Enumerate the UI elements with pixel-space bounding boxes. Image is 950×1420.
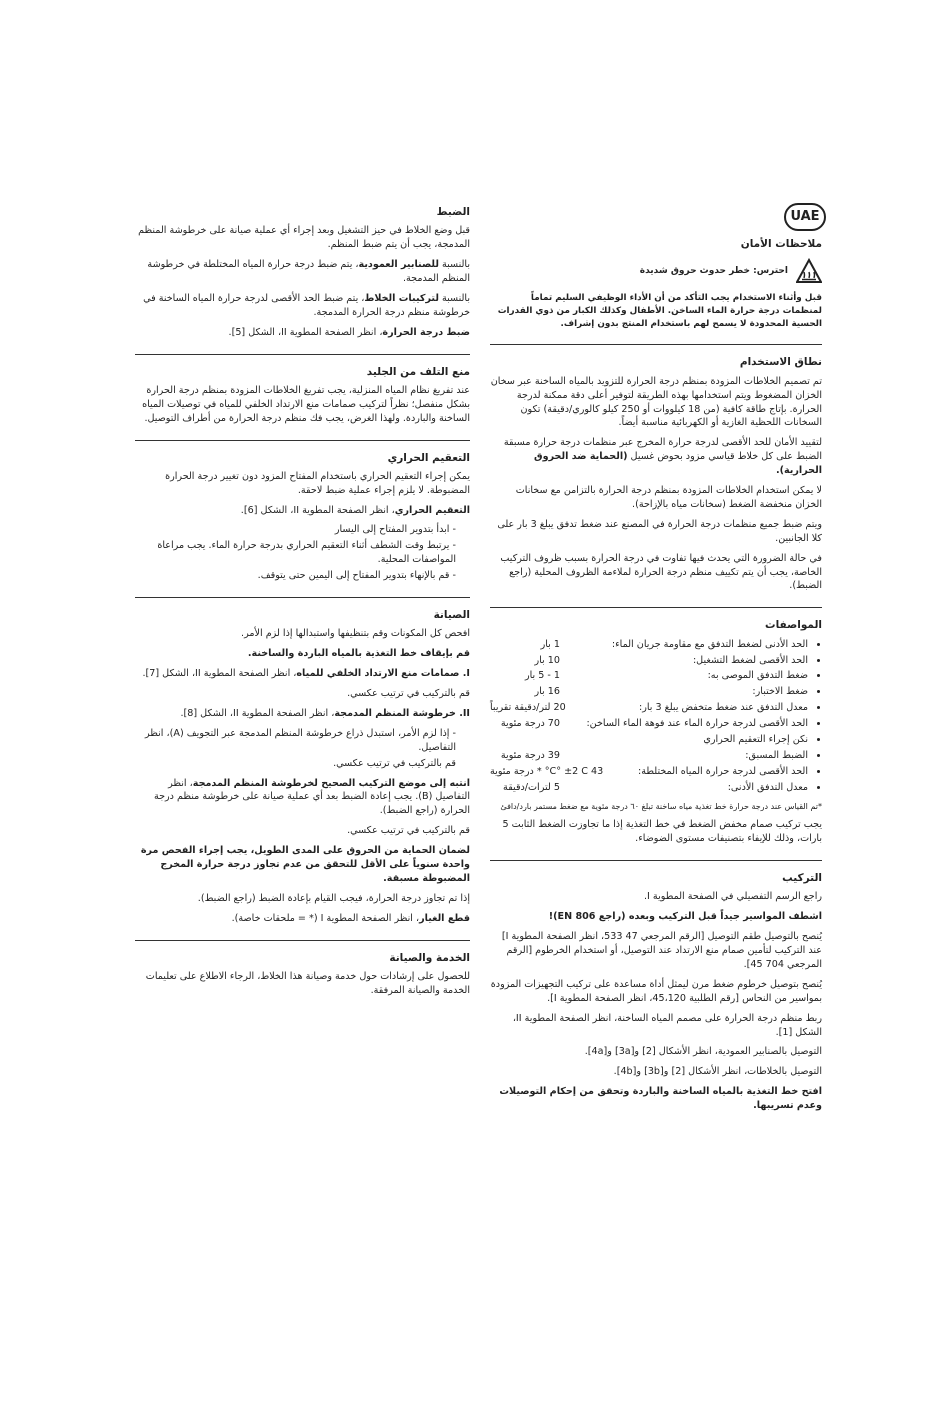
install-paragraph-8: افتح خط التغذية بالمياه الساخنة والباردة وتحقق من إحكام التوصيلات وعدم تسريبها. [499, 1086, 822, 1112]
adjust-heading: الضبط [436, 206, 470, 218]
divider [135, 597, 470, 598]
maint-item-text: إذا لزم الأمر، استبدل ذراع خرطوشة المنظم المدمجة عبر التجويف (A)، انظر التفاصيل. [144, 727, 456, 753]
service-paragraph: للحصول على إرشادات حول خدمة وصيانة هذا الخلاط، الرجاء الاطلاع على تعليمات الخدمة والصيانة المرفقة. [145, 970, 470, 996]
adjust-paragraph-4 [135, 326, 470, 340]
adjust-p2-b: للصنابير العمودية [358, 259, 439, 271]
freeze-paragraph: عند تفريغ نظام المياه المنزلية، يجب تفريغ الخلاطات المزودة بمنظم درجة الحرارة بشكل منفصل؛ نظراً لتركيب صمامات منع الارتداد الخلفي للمياه في توصيلات المياه الساخنة والباردة. ولهذا الغرض، يجب فك منظم درجة الحرارة من أطراف التوصيل. [142, 384, 470, 424]
divider [135, 440, 470, 441]
spec-label: • الحد الأقصى لدرجة حرارة المياه المختلطة: [638, 765, 808, 777]
sterile-item: - يرتبط وقت الشطف أثناء التعقيم الحراري بدرجة حرارة الماء. يجب مراعاة المواصفات المحلية. [157, 540, 456, 566]
scope-paragraph-4: ويتم ضبط جميع منظمات درجة الحرارة في المصنع عند ضغط تدفق يبلغ 3 بار على كلا الجانبين. [497, 518, 822, 544]
divider [135, 354, 470, 355]
maint-paragraph-8: لضمان الحماية من الحروق على المدى الطويل، يجب إجراء الفحص مرة واحدة سنوياً على الأقل للتحقق من عدم تجاوز درجة حرارة المخرج المضبوطة مسبقة. [140, 845, 470, 884]
maint-paragraph-5 [135, 707, 470, 721]
spec-label: • نكن إجراء التعقيم الحراري [703, 734, 808, 746]
spec-item [490, 733, 808, 747]
divider [490, 860, 822, 861]
maint-p5-b: ، انظر الصفحة المطوية II، الشكل [8]. [180, 707, 335, 719]
right-column [490, 205, 822, 1119]
specs-paragraph: يجب تركيب صمام مخفض الضغط في خط التغذية إذا ما تجاوزت الضغط الثابت 5 بارات، وذلك للإيفاء بتصنيفات مستوى الضوضاء. [502, 819, 822, 845]
install-paragraph-6: التوصيل بالصنابير العمودية، انظر الأشكال [2] و[3a] و[4a]. [584, 1046, 822, 1058]
spec-item [490, 654, 808, 668]
spec-value [490, 733, 560, 747]
spec-value: 70 درجة مئوية [500, 718, 560, 730]
country-badge: UAE [784, 203, 826, 231]
maint-p10-b: ، انظر الصفحة المطوية I (* = ملحقات خاصة). [231, 912, 420, 924]
safety-heading: ملاحظات الأمان [740, 238, 822, 250]
divider [490, 607, 822, 608]
spec-item [490, 765, 808, 779]
maint-paragraph-6 [135, 777, 470, 819]
sterile-p2-b: ، انظر الصفحة المطوية II، الشكل [6]. [240, 504, 395, 516]
spec-label: • معدل التدفق عند ضغط متخفض يبلغ 3 بار: [638, 702, 808, 714]
adjust-p3-b: لتركيبات الخلاط [364, 292, 439, 304]
adjust-p2-c: ، يتم ضبط درجة حرارة المياه المختلطة في خرطوشة المنظم المدمجة. [147, 259, 470, 284]
divider [490, 344, 822, 345]
scope-heading: نطاق الاستخدام [739, 356, 822, 369]
sterile-item-text: قم بالإنهاء بتدوير المفتاح إلى اليمين حتى يتوقف. [257, 570, 450, 582]
spec-label: • معدل التدفق الأدنى: [727, 781, 808, 793]
adjust-p4-a: ضبط درجة الحرارة [382, 326, 470, 338]
spec-label: • الضبط المسبق: [745, 749, 808, 761]
scope-p2-text: لتقييد الأمان للحد الأقصى لدرجة حرارة المخرج عبر منظمات درجة حرارة مسبقة الضبط على كل خلاط قياسي مزود بحوض غسيل [503, 437, 822, 463]
maint-paragraph-9: إذا تم تجاوز درجة الحرارة، فيجب القيام بإعادة الضبط (راجع الضبط). [197, 892, 470, 904]
maint-p3-a: I. صمامات منع الارتداد الخلفي للمياه [296, 668, 470, 680]
specs-note: *تم القياس عند درجة حرارة خط تغذية مياه ساخنة تبلغ ٦٠ درجة مئوية مع ضغط مستمر بارد/دافئ [500, 801, 822, 811]
spec-item [490, 781, 808, 795]
install-paragraph-5: ربط منظم درجة الحرارة على مصمم المياه الساخنة، انظر الصفحة المطوية II، الشكل [1]. [512, 1012, 822, 1038]
sterile-item: - ابدأ بتدوير المفتاح إلى اليسار [334, 524, 456, 536]
sterile-list [135, 523, 456, 583]
service-heading: الخدمة والصيانة [389, 951, 470, 964]
freeze-heading: منع التلف من الجليد [366, 365, 470, 378]
adjust-p2-a: بالنسبة [438, 259, 470, 271]
spec-item [490, 638, 808, 652]
sterile-heading: التعقيم الحراري [387, 451, 470, 464]
install-paragraph-1: راجع الرسم التفصيلي في الصفحة المطوية I. [643, 891, 822, 903]
spec-value: 43 C° ±2 C° * درجة مئوية [490, 765, 604, 777]
sterile-paragraph-1: يمكن إجراء التعقيم الحراري باستخدام المفتاح المزود دون تغيير درجة الحرارة المضبوطة. لا يلزم إجراء عملية ضبط لاحقة. [165, 470, 470, 496]
maint-paragraph-4: قم بالتركيب في ترتيب عكسي. [347, 688, 470, 699]
scope-p2-bold: (الحماية ضد الحروق الحرارية). [534, 451, 822, 477]
install-paragraph-7: التوصيل بالخلاطات، انظر الأشكال [2] و[3b] و[4b]. [613, 1066, 822, 1078]
spec-value: 20 لتر/دقيقة تقريباً [490, 702, 566, 714]
spec-label: • الحد الأقصى لضغط التشغيل: [692, 654, 808, 666]
specs-heading: المواصفات [765, 619, 822, 632]
maint-item [135, 757, 456, 771]
spec-item [490, 669, 808, 683]
scope-paragraph-1: تم تصميم الخلاطات المزودة بمنظم درجة الحرارة للتزويد بالمياه الساخنة عبر سخان الخزان المضغوط ويتم استخدامها بهذه الطريقة لتوفير أعلى دقة ممكنة لدرجة الحرارة. بإتاج طاقة كافية (من 18 كيلووات أو 250 كيلو كالوري/دقيقة) تكون السخانات اللحظية الغازية أو الكهربائية مناسبة أيضاً. [490, 375, 822, 429]
maint-p3-b: ، انظر الصفحة المطوية II، الشكل [7]. [142, 668, 297, 680]
spec-item [490, 749, 808, 763]
spec-item [490, 701, 808, 715]
safety-text: قبل وأثناء الاستخدام يجب التأكد من أن الأداء الوظيفي السليم تماماً لمنظمات درجة حرارة الماء الساخن. الأطفال وكذلك الكبار من ذوي القدرات الحسية المحدودة لا يسمح لهم باستخدام المنتج بدون إشراف. [497, 293, 822, 329]
spec-label: • ضغط الاختبار: [752, 686, 808, 698]
sterile-paragraph-2 [135, 504, 470, 518]
spec-label: • الحد الأقصى لدرجة حرارة الماء عند فوهة الماء الساخن: [586, 718, 808, 730]
sterile-item: - قم بالإنهاء بتدوير المفتاح إلى اليمين حتى يتوقف. [257, 570, 456, 582]
install-heading: التركيب [782, 872, 822, 885]
install-paragraph-3: يُنصح بالتوصيل طقم التوصيل [الرقم المرجعي 47 533، انظر الصفحة المطوية I] عند التركيب لتأمين صمام منع الارتداد عند التوصيل، أو استخدام الخرطوم [الرقم المرجعي 704 45]. [501, 931, 822, 970]
spec-item [490, 717, 808, 731]
maint-item-text: قم بالتركيب في ترتيب عكسي. [333, 757, 456, 769]
warning-row [490, 258, 822, 284]
adjust-paragraph-3 [135, 292, 470, 320]
spec-value: 1 - 5 بار [524, 670, 560, 682]
adjust-paragraph-2 [135, 258, 470, 286]
maint-p5-a: II. خرطوشة المنظم المدمجة [334, 707, 470, 719]
adjust-paragraph-1: قبل وضع الخلاط في حيز التشغيل وبعد إجراء أي عملية صيانة على خرطوشة المنظم المدمجة، يجب أن يتم ضبط المنظم. [138, 225, 470, 251]
scope-paragraph-2 [490, 436, 822, 478]
maint-paragraph-3 [135, 667, 470, 681]
divider [135, 940, 470, 941]
spec-value: 16 بار [534, 686, 560, 698]
adjust-p3-a: بالنسبة [438, 292, 470, 304]
adjust-p4-b: ، انظر الصفحة المطوية II، الشكل [5]. [228, 326, 383, 338]
sterile-p2-a: التعقيم الحراري [394, 504, 470, 516]
spec-value: 10 بار [534, 654, 560, 666]
install-paragraph-2: اشطف المواسير جيداً قبل التركيب وبعده (راجع EN 806)! [548, 911, 822, 923]
maint-paragraph-7: قم بالتركيب في ترتيب عكسي. [347, 825, 470, 837]
specs-list [490, 638, 808, 795]
maint-p6-b: ، انظر التفاصيل (B). يجب إعادة الضبط بعد أي عملية صيانة على خرطوشة منظم درجة الحرارة (راجع الضبط). [153, 777, 470, 817]
spec-label: • الحد الأدنى لضغط التدفق مع مقاومة جريان الماء: [611, 638, 808, 650]
scope-paragraph-3: لا يمكن استخدام الخلاطات المزودة بمنظم درجة الحرارة بالتزامن مع سخانات الخزان منخفضة الضغط (سخانات مياه بالإزاحة). [515, 485, 822, 510]
maint-paragraph-2: قم بإيقاف خط التغذية بالمياه الباردة والساخنة. [247, 648, 470, 660]
maint-paragraph-10 [135, 912, 470, 926]
warning-text: احترس: خطر حدوث حروق شديدة [639, 265, 788, 276]
install-paragraph-4: يُنصح بتوصيل خرطوم ضغط مرن ليمثل أداة مساعدة على تركيب التجهيزات المزودة بمواسير من النحاس [رقم الطلبية 45،120، انظر الصفحة المطوية I]. [490, 978, 822, 1004]
spec-value: 1 بار [540, 638, 560, 650]
left-column [135, 205, 470, 1004]
spec-label: • ضغط التدفق الموصى به: [707, 670, 808, 682]
maint-list [135, 727, 456, 771]
hot-surface-warning-icon [796, 258, 822, 284]
adjust-p3-c: ، يتم ضبط الحد الأقصى لدرجة حرارة المياه الساخنة في خرطوشة منظم درجة الحرارة المدمجة. [143, 292, 470, 318]
sterile-item-text: ابدأ بتدوير المفتاح إلى اليسار [334, 524, 450, 536]
maint-heading: الصيانة [433, 609, 470, 622]
maint-paragraph-1: افحص كل المكونات وقم بتنظيفها واستبدالها إذا لزم الأمر. [241, 628, 470, 640]
spec-value: 39 درجة مئوية [500, 749, 560, 761]
maint-p10-a: قطع الغيار [419, 912, 470, 924]
spec-item [490, 685, 808, 699]
scope-paragraph-5: في حالة الضرورة التي يحدث فيها تفاوت في درجة الحرارة بسبب ظروف التركيب الخاصة، يجب أن يتم تكييف منظم درجة الحرارة لملاءمة الظروف المحلية (راجع الضبط). [500, 552, 822, 592]
maint-item: - إذا لزم الأمر، استبدل ذراع خرطوشة المنظم المدمجة عبر التجويف (A)، انظر التفاصيل. [144, 727, 456, 753]
maint-p6-a: انتبه إلى موضع التركيب الصحيح لخرطوشة المنظم المدمجة [192, 777, 470, 789]
spec-value: 5 لترات/دقيقة [503, 781, 560, 793]
sterile-item-text: يرتبط وقت الشطف أثناء التعقيم الحراري بدرجة حرارة الماء. يجب مراعاة المواصفات المحلية. [157, 540, 456, 566]
